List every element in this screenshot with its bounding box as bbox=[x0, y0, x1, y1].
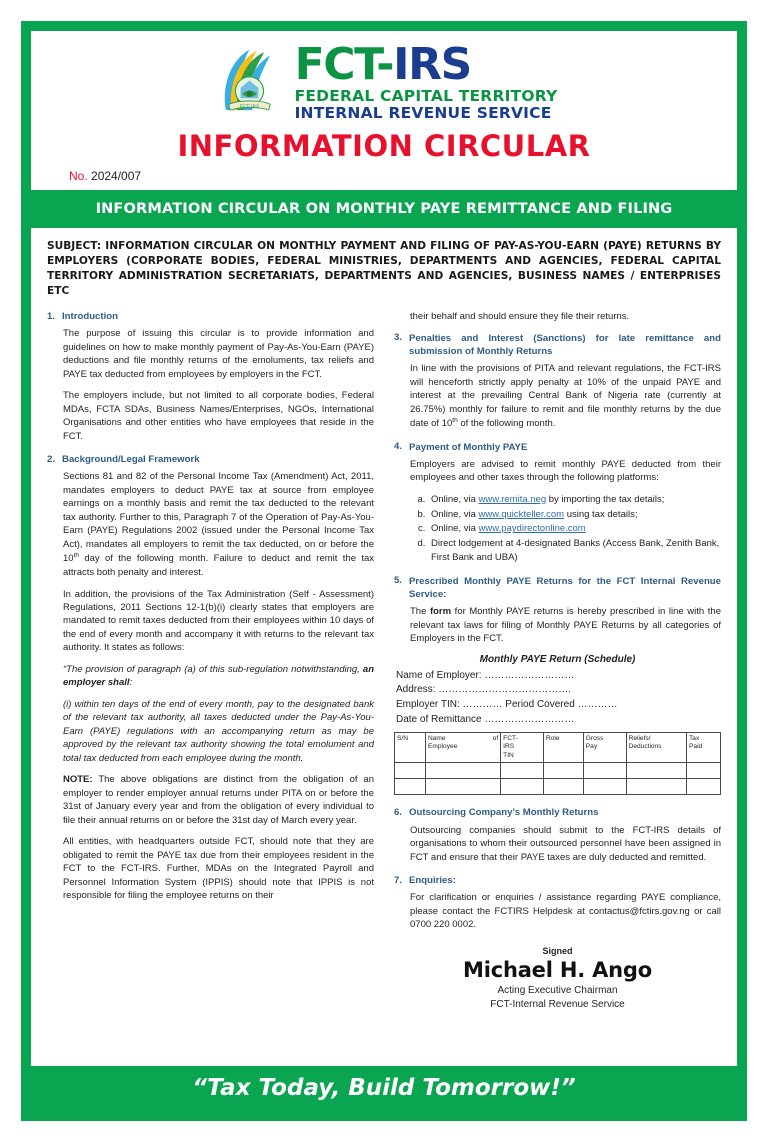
circular-number-value: 2024/007 bbox=[91, 169, 142, 183]
section-2-heading bbox=[47, 453, 374, 466]
section-5-paragraph-1-part-a: The bbox=[410, 606, 430, 618]
section-2-quote-body: (i) within ten days of the end of every month, pay to the designated bank of the relevant tax authority, all taxes deducted under the Pay-As-You-Earn (PAYE) regulations with an accompanying return as may be approved by the relevant tax authority showing the total emolument and total tax deducted from each employee during the month. bbox=[63, 698, 374, 764]
section-7-title: Enquiries: bbox=[409, 875, 456, 887]
list-item bbox=[428, 537, 721, 565]
section-2-quote-intro-part-b: : bbox=[129, 677, 133, 689]
column-header-reliefs-deductions bbox=[626, 732, 686, 763]
section-2-paragraph-2: In addition, the provisions of the Tax Administration (Self - Assessment) Regulations, 2011 Sections 12-1(b)(i) clearly states that employers are mandated to remit taxes deducted from their employees within 10 days of the end of every month and accompany it with returns to the relevant tax authority. It states as follows: bbox=[63, 588, 374, 654]
link-quickteller[interactable]: www.quickteller.com bbox=[478, 508, 565, 520]
column-header-reliefs-line-2: Deductions bbox=[628, 743, 662, 751]
section-6-number: 6. bbox=[394, 806, 403, 818]
section-5-number: 5. bbox=[394, 575, 403, 587]
circular-subject-banner: INFORMATION CIRCULAR ON MONTHLY PAYE REMITTANCE AND FILING bbox=[31, 190, 737, 228]
column-header-reliefs-line-1: Reliefs/ bbox=[628, 734, 651, 742]
column-header-sn: S/N bbox=[395, 732, 426, 763]
green-border-frame bbox=[21, 21, 747, 1121]
cell-sn[interactable] bbox=[395, 763, 426, 779]
section-5-paragraph-1 bbox=[394, 605, 721, 645]
section-4-heading bbox=[394, 441, 721, 454]
column-header-name-line-1 bbox=[428, 735, 498, 744]
platform-a-prefix: Online, via bbox=[431, 493, 479, 505]
column-header-name-word-name: Name bbox=[428, 734, 446, 742]
column-header-gross-line-1: Gross bbox=[585, 734, 604, 742]
cell-reliefs[interactable] bbox=[626, 763, 686, 779]
link-remita[interactable]: www.remita.neg bbox=[478, 493, 547, 505]
section-2-paragraph-3: All entities, with headquarters outside FCT, should note that they are obligated to remit the PAYE tax due from their employees resident in the FCT to the FCT-IRS. Further, MDAs on the Integrated Payroll and Personnel Information System (IPPIS) should note that IPPIS is not responsible for filing the employee returns on their bbox=[63, 836, 374, 902]
section-7-heading bbox=[394, 874, 721, 887]
column-header-fct-irs-tin bbox=[501, 732, 544, 763]
signatory-organisation: FCT-Internal Revenue Service bbox=[490, 998, 625, 1010]
two-column-layout bbox=[47, 310, 721, 1012]
cell-name[interactable] bbox=[426, 763, 501, 779]
logo-acronym-irs: IRS bbox=[393, 39, 471, 90]
section-2-paragraph-1 bbox=[47, 470, 374, 579]
column-header-name-word-of: of bbox=[492, 734, 499, 742]
platform-b-prefix: Online, via bbox=[431, 508, 479, 520]
cell-tax-paid[interactable] bbox=[687, 763, 721, 779]
section-4-paragraph-1: Employers are advised to remit monthly PAYE deducted from their employees and other taxes through the following platforms: bbox=[410, 458, 721, 484]
section-2-note-label: NOTE: bbox=[63, 774, 93, 786]
section-3-heading bbox=[394, 332, 721, 358]
column-header-tax-paid bbox=[687, 732, 721, 763]
table-header bbox=[395, 732, 721, 763]
section-2-paragraph-1-part-b: day of the following month. Failure to deduct and remit the tax attracts both penalty and interest. bbox=[63, 553, 374, 579]
logo-line-internal-revenue-service: INTERNAL REVENUE SERVICE bbox=[294, 103, 552, 122]
column-header-tin-line-2: IRS bbox=[503, 743, 515, 751]
form-field-address: Address: …………………………………. bbox=[396, 684, 572, 696]
form-field-name-of-employer: Name of Employer: ……………………… bbox=[396, 669, 575, 681]
cell-sn[interactable] bbox=[395, 779, 426, 795]
svg-text:FCT-IRS: FCT-IRS bbox=[239, 104, 259, 111]
platform-c-prefix: Online, via bbox=[431, 523, 479, 535]
cell-role[interactable] bbox=[543, 779, 583, 795]
section-2-paragraph-1-part-a: Sections 81 and 82 of the Personal Income Tax (Amendment) Act, 2011, mandates employers to deduct PAYE tax at source from employee earnings on a monthly basis and remit the tax deducted to the relevant tax authority. Further to this, Paragraph 7 of the Operation of Pay-As-You-Earn (PAYE) Regulations 2002 (issued under the Personal Income Tax Act), mandates all employers to remit the tax deducted, on or before the 10 bbox=[63, 471, 374, 565]
column-header-gross-line-2: Pay bbox=[585, 743, 598, 751]
section-1-title: Introduction bbox=[62, 311, 118, 323]
column-header-tin-line-3: TIN bbox=[503, 751, 514, 759]
payment-platform-list bbox=[394, 493, 721, 565]
section-5-emphasis-form: form bbox=[429, 606, 452, 618]
left-column bbox=[47, 310, 374, 903]
list-item bbox=[428, 522, 721, 536]
cell-tax-paid[interactable] bbox=[687, 779, 721, 795]
fct-irs-logo-icon bbox=[211, 45, 285, 119]
section-7-paragraph-1: For clarification or enquiries / assistance regarding PAYE compliance, please contact the FCTIRS Helpdesk at contactus@fctirs.gov.ng or call 0700 220 0002. bbox=[410, 892, 721, 931]
column-header-tax-line-1: Tax bbox=[689, 734, 700, 742]
section-6-paragraph-1: Outsourcing companies should submit to the FCT-IRS details of organisations to whom their outsourced personnel have been assigned in FCT and ensure that their PAYE taxes are duly deducted and remitted. bbox=[410, 824, 721, 863]
signature-block bbox=[394, 946, 721, 1012]
platform-a-suffix: by importing the tax details; bbox=[546, 493, 665, 505]
section-2-note bbox=[47, 773, 374, 827]
table-header-row bbox=[395, 732, 721, 763]
cell-role[interactable] bbox=[543, 763, 583, 779]
section-2-quote-intro-part-a: “The provision of paragraph (a) of this sub-regulation notwithstanding, bbox=[63, 663, 363, 675]
section-2-quote-intro bbox=[47, 663, 374, 690]
circular-number-prefix: No. bbox=[69, 169, 88, 183]
platform-b-suffix: using tax details; bbox=[564, 508, 638, 520]
column-header-name-of-employee bbox=[426, 732, 501, 763]
form-field-employer-tin-period: Employer TIN: ………… Period Covered ………… bbox=[396, 699, 618, 711]
list-item bbox=[428, 508, 721, 522]
list-item bbox=[428, 493, 721, 507]
column-header-tax-line-2: Paid bbox=[689, 743, 703, 751]
cell-name[interactable] bbox=[426, 779, 501, 795]
cell-gross-pay[interactable] bbox=[583, 779, 626, 795]
cell-tin[interactable] bbox=[501, 779, 544, 795]
logo-acronym-fct: FCT- bbox=[294, 39, 394, 90]
subject-paragraph: SUBJECT: INFORMATION CIRCULAR ON MONTHLY PAYMENT AND FILING OF PAY-AS-YOU-EARN (PAYE) RETURNS BY EMPLOYERS (CORPORATE BODIES, FEDERAL MINISTRIES, DEPARTMENTS AND AGENCIES, FEDERAL CAPITAL TERRITORY ADMINISTRATION SECRETARIATS, DEPARTMENTS AND AGENCIES, BUSINESS NAMES / ENTERPRISES ETC bbox=[47, 240, 721, 298]
section-3-number: 3. bbox=[394, 332, 403, 344]
section-2-note-text: The above obligations are distinct from the obligation of an employer to render employer annual returns under PITA on or before the 31st of January every year and from the obligation of every individual to file their annual returns on or before the 31st day of March every year. bbox=[63, 774, 374, 826]
signatory-role: Acting Executive Chairman bbox=[497, 984, 618, 996]
logo-wordmark bbox=[294, 39, 558, 122]
section-6-title: Outsourcing Company’s Monthly Returns bbox=[409, 807, 599, 819]
section-4-title: Payment of Monthly PAYE bbox=[409, 441, 528, 453]
document-body bbox=[31, 228, 737, 1066]
section-1-heading bbox=[47, 310, 374, 323]
section-3-ordinal-suffix: th bbox=[452, 417, 458, 425]
section-3-paragraph-1 bbox=[394, 362, 721, 431]
section-6-heading bbox=[394, 806, 721, 819]
footer-slogan: “Tax Today, Build Tomorrow!” bbox=[31, 1066, 737, 1111]
cell-gross-pay[interactable] bbox=[583, 763, 626, 779]
table-row[interactable] bbox=[395, 763, 721, 779]
section-2-quote-emphasis: an employer shall bbox=[63, 663, 374, 689]
section-3-title: Penalties and Interest (Sanctions) for late remittance and submission of Monthly Returns bbox=[409, 332, 721, 357]
column-header-gross-pay bbox=[583, 732, 626, 763]
section-2-number: 2. bbox=[47, 453, 56, 465]
signatory-name: Michael H. Ango bbox=[463, 957, 652, 982]
column-header-role: Role bbox=[543, 732, 583, 763]
section-2-continuation: their behalf and should ensure they file their returns. bbox=[410, 311, 630, 323]
link-paydirectonline[interactable]: www.paydirectonline.com bbox=[478, 523, 586, 535]
right-column bbox=[394, 310, 721, 1012]
schedule-form-title: Monthly PAYE Return (Schedule) bbox=[479, 653, 636, 665]
section-3-paragraph-1-part-b: of the following month. bbox=[457, 418, 556, 430]
circular-number bbox=[31, 169, 737, 183]
monthly-paye-schedule-table bbox=[394, 732, 721, 796]
logo-row bbox=[31, 39, 737, 122]
section-4-number: 4. bbox=[394, 441, 403, 453]
section-7-number: 7. bbox=[394, 874, 403, 886]
section-1-paragraph-2: The employers include, but not limited to all corporate bodies, Federal MDAs, FCTA SDAs, Business Names/Enterprises, NGOs, International Organisations and other entities who have employees that reside in the FCT. bbox=[63, 390, 374, 442]
cell-reliefs[interactable] bbox=[626, 779, 686, 795]
document-title: INFORMATION CIRCULAR bbox=[177, 129, 591, 163]
table-body bbox=[395, 763, 721, 795]
section-5-heading bbox=[394, 575, 721, 601]
logo-acronym bbox=[294, 39, 558, 90]
form-field-date-of-remittance: Date of Remittance ……………………… bbox=[396, 714, 575, 725]
logo-line-federal-capital-territory: FEDERAL CAPITAL TERRITORY bbox=[294, 87, 558, 105]
section-5-paragraph-1-part-b: for Monthly PAYE returns is hereby prescribed in line with the relevant tax laws for filing of Monthly PAYE Returns by all categories of Employers in the FCT. bbox=[410, 606, 721, 645]
platform-d-text: Direct lodgement at 4-designated Banks (Access Bank, Zenith Bank, First Bank and UBA) bbox=[431, 538, 720, 563]
column-header-tin-line-1: FCT- bbox=[503, 734, 518, 742]
section-1-number: 1. bbox=[47, 310, 56, 322]
section-1-paragraph-1: The purpose of issuing this circular is to provide information and guidelines on how to make monthly payment of Pay-As-You-Earn (PAYE) deductions and file monthly returns of the emoluments, tax reliefs and PAYE tax deducted from employees by employers in the FCT. bbox=[63, 328, 374, 380]
section-3-paragraph-1-part-a: In line with the provisions of PITA and relevant regulations, the FCT-IRS will henceforth strictly apply penalty at 10% of the unpaid PAYE and interest at the prevailing Central Bank of Nigeria rate (currently at 26.75%) monthly for failure to remit and file monthly returns by the due date of 10 bbox=[410, 363, 721, 430]
table-row[interactable] bbox=[395, 779, 721, 795]
section-5-title: Prescribed Monthly PAYE Returns for the FCT Internal Revenue Service: bbox=[409, 575, 721, 600]
cell-tin[interactable] bbox=[501, 763, 544, 779]
section-2-ordinal-suffix: th bbox=[73, 552, 79, 560]
masthead bbox=[31, 31, 737, 190]
signature-label: Signed bbox=[542, 945, 573, 956]
column-header-name-line-2: Employee bbox=[428, 743, 458, 751]
section-2-title: Background/Legal Framework bbox=[62, 454, 200, 466]
